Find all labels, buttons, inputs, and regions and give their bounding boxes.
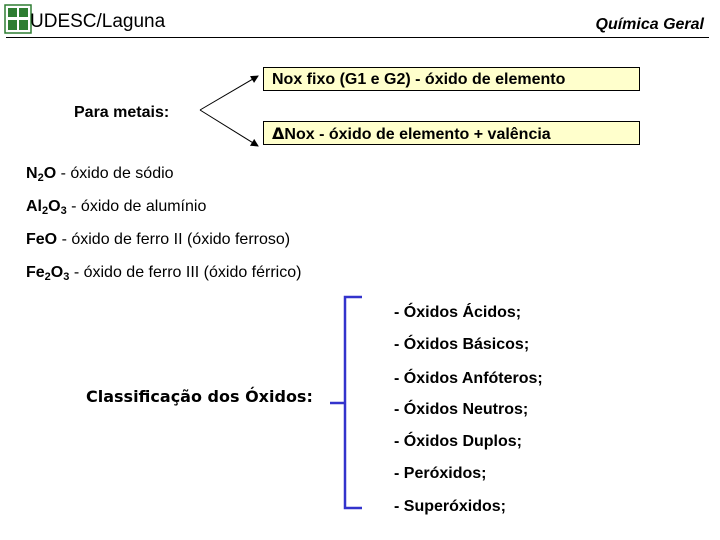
course-title: Química Geral [595,16,704,33]
formula-part: FeO [26,231,58,248]
formula-part: O [48,198,61,215]
oxide-description: - óxido de sódio [56,165,174,182]
classification-item: - Óxidos Básicos; [394,336,530,353]
formula-part: Al [26,198,42,215]
oxide-description: - óxido de ferro II (óxido ferroso) [57,231,291,248]
arrow-down-icon [200,110,258,146]
brand-title: UDESC/Laguna [30,11,166,32]
classification-item: - Óxidos Ácidos; [394,304,522,321]
formula-part: N [26,165,38,182]
classification-item: - Óxidos Duplos; [394,433,522,450]
arrow-up-icon [200,76,258,110]
formula-part: Fe [26,264,45,281]
classification-label: Classificação dos Óxidos: [86,387,313,406]
oxide-description: - óxido de alumínio [66,198,207,215]
bracket-icon [345,297,362,508]
nox-variable-text: Nox - óxido de elemento + valência [284,126,551,143]
formula-subscript: 2 [37,172,44,184]
formula-subscript: 2 [42,205,49,217]
classification-item: - Superóxidos; [394,498,507,515]
nox-fixed-text: Nox fixo (G1 e G2) - óxido de elemento [272,71,566,88]
metals-label: Para metais: [74,104,170,121]
formula-part: O [50,264,64,281]
formula-subscript: 3 [60,205,67,217]
formula-subscript: 3 [63,271,70,283]
formula-part: O [43,165,57,182]
oxide-description: - óxido de ferro III (óxido férrico) [69,264,302,281]
classification-item: - Óxidos Neutros; [394,401,529,418]
classification-item: - Peróxidos; [394,465,487,482]
delta-symbol: Δ [272,124,285,143]
formula-subscript: 2 [44,271,51,283]
classification-item: - Óxidos Anfóteros; [394,370,543,387]
